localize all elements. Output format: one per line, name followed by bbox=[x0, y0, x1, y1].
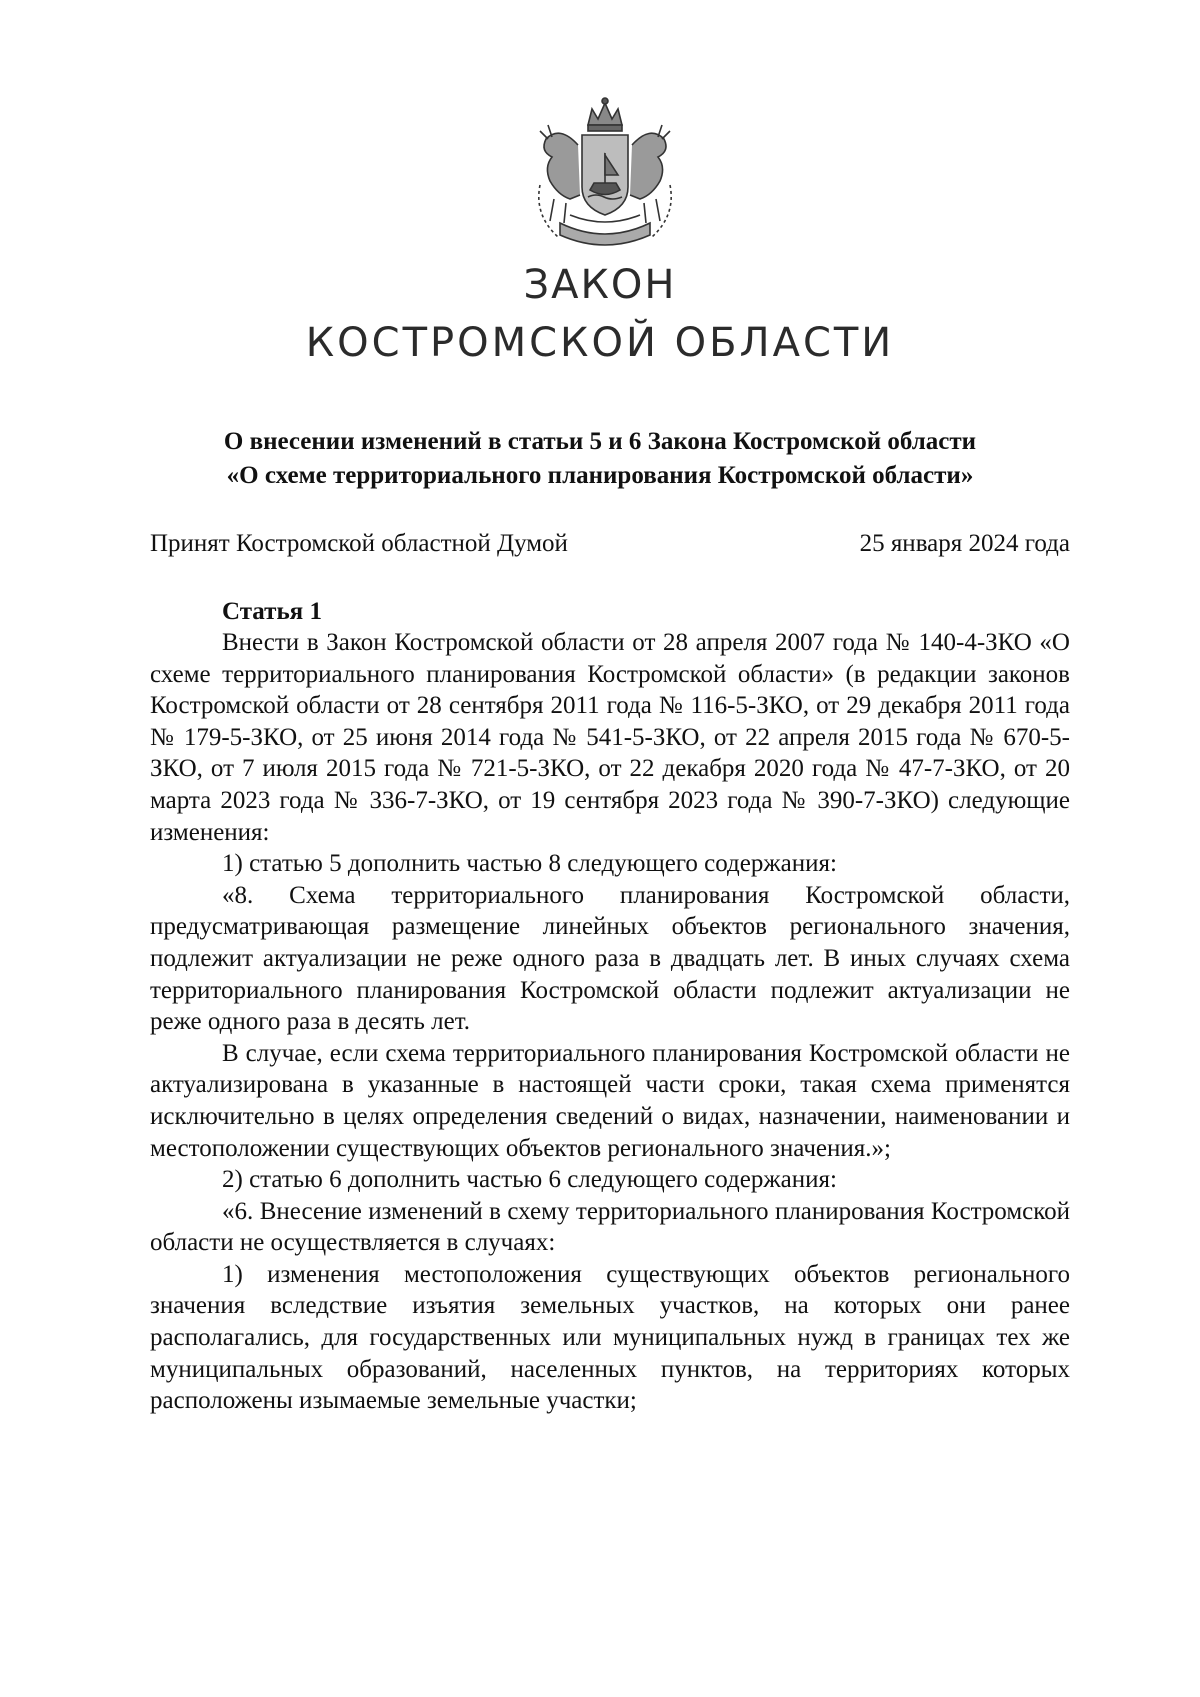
region-name: КОСТРОМСКОЙ ОБЛАСТИ bbox=[305, 320, 895, 366]
paragraph: 1) статью 5 дополнить частью 8 следующего содержания: bbox=[222, 850, 837, 878]
paragraph: 1) изменения местоположения существующих объектов регионального значения вследствие изъятия земельных участков, на которых они ранее располагались, для государственных или муниципальных нужд в границах тех же муниципальных образований, населенных пунктов, на территориях которых расположены изымаемые земельные участки; bbox=[150, 1260, 1070, 1415]
paragraph: В случае, если схема территориального планирования Костромской области не актуализирована в указанные в настоящей части сроки, такая схема применятся исключительно в целях определения сведений о видах, назначении, наименовании и местоположении существующих объектов регионального значения.»; bbox=[150, 1039, 1070, 1162]
title-line-2: «О схеме территориального планирования Костромской области» bbox=[226, 462, 974, 489]
paragraph: «6. Внесение изменений в схему территориального планирования Костромской области не осуществляется в случаях: bbox=[150, 1197, 1070, 1257]
article-body bbox=[150, 627, 1070, 1417]
paragraph: Внести в Закон Костромской области от 28 апреля 2007 года № 140-4-ЗКО «О схеме территориального планирования Костромской области» (в редакции законов Костромской области от 28 сентября 2011 года № 116-5-ЗКО, от 29 декабря 2011 года № 179-5-ЗКО, от 25 июня 2014 года № 541-5-ЗКО, от 22 апреля 2015 года № 670-5-ЗКО, от 7 июля 2015 года № 721-5-ЗКО, от 22 декабря 2020 года № 47-7-ЗКО, от 20 марта 2023 года № 336-7-ЗКО, от 19 сентября 2023 года № 390-7-ЗКО) следующие изменения: bbox=[150, 629, 1070, 846]
title-line-1: О внесении изменений в статьи 5 и 6 Закона Костромской области bbox=[223, 428, 977, 455]
adoption-date: 25 января 2024 года bbox=[859, 530, 1070, 557]
coat-of-arms-icon bbox=[510, 95, 700, 255]
adopted-by: Принят Костромской областной Думой bbox=[150, 530, 568, 557]
article-heading: Статья 1 bbox=[222, 598, 322, 625]
law-word: ЗАКОН bbox=[523, 262, 677, 308]
document-title bbox=[150, 425, 1050, 493]
adoption-line bbox=[150, 530, 1070, 558]
paragraph: «8. Схема территориального планирования Костромской области, предусматривающая размещение линейных объектов регионального значения, подлежит актуализации не реже одного раза в двадцать лет. В иных случаях схема территориального планирования Костромской области подлежит актуализации не реже одного раза в десять лет. bbox=[150, 881, 1070, 1036]
paragraph: 2) статью 6 дополнить частью 6 следующего содержания: bbox=[222, 1166, 837, 1194]
